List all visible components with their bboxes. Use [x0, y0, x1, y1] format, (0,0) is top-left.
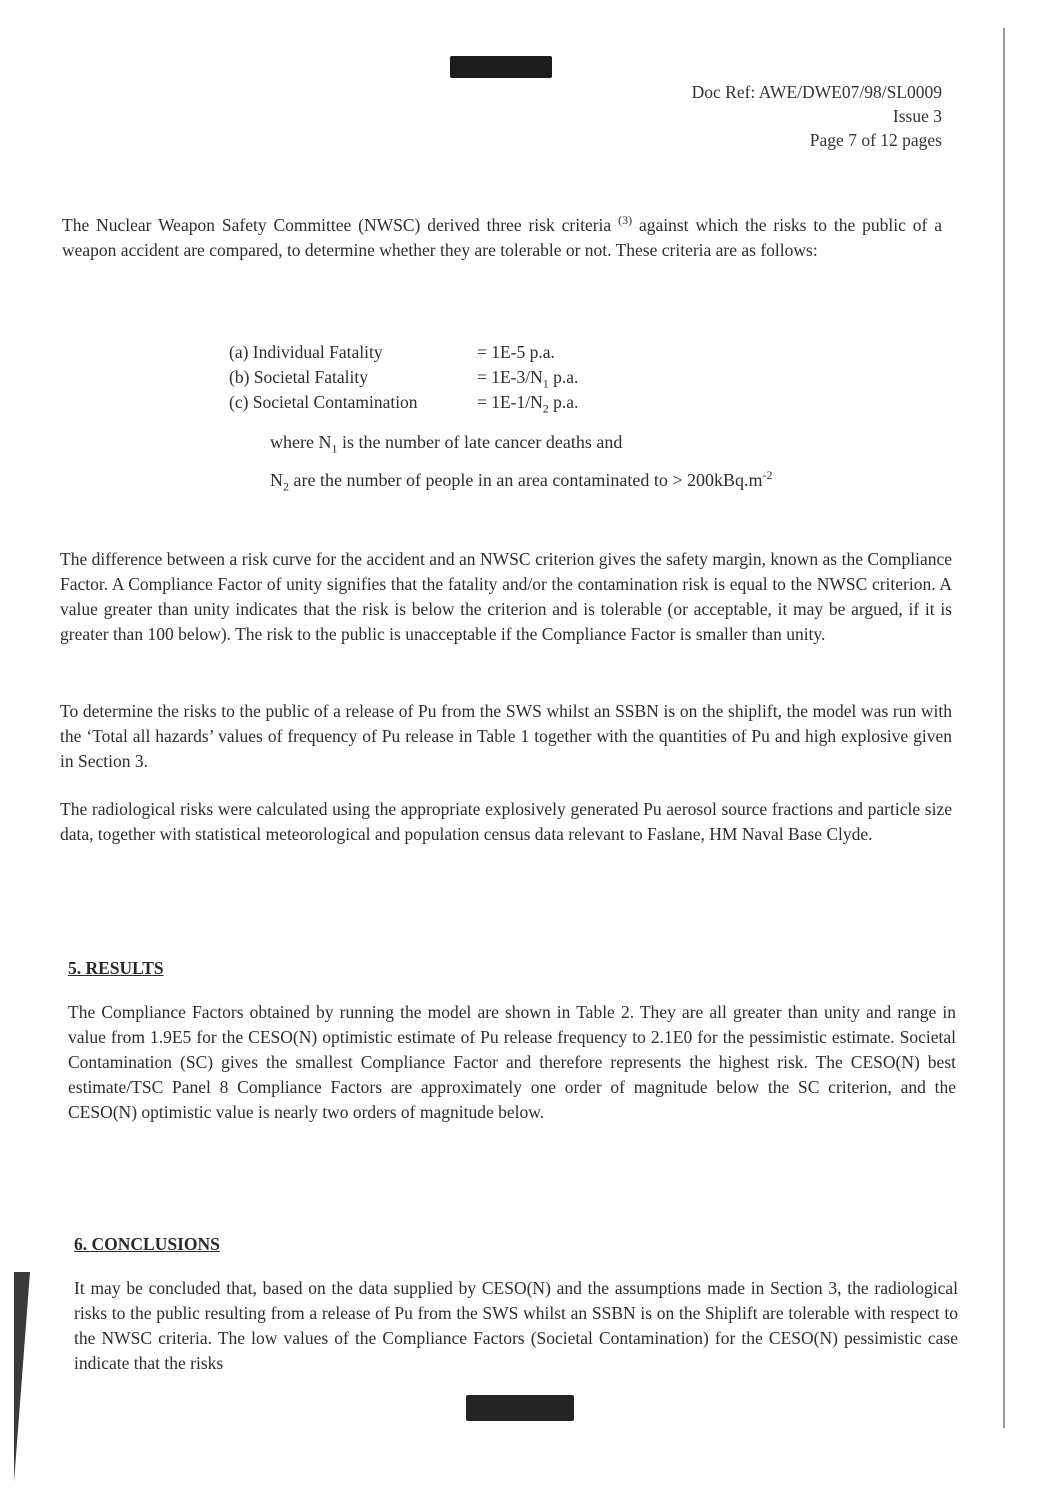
value-text: = 1E-1/N: [477, 392, 543, 412]
criterion-c: [229, 392, 789, 417]
intro-text-cont: against which the risks to the public of a weapon accident are compared, to determine whether they are tolerable or not. These criteria are as follows:: [62, 214, 942, 260]
page-number: Page 7 of 12 pages: [809, 130, 942, 150]
risk-criteria-list: [229, 342, 789, 417]
value-text: p.a.: [548, 367, 579, 387]
conclusions-heading: 6. CONCLUSIONS: [74, 1234, 220, 1254]
note-text: are the number of people in an area contaminated to > 200kBq.m: [289, 470, 763, 490]
reference-superscript: (3): [618, 213, 633, 227]
document-header: [692, 80, 942, 152]
value-text: p.a.: [548, 392, 579, 412]
intro-text: The Nuclear Weapon Safety Committee (NWSC) derived three risk criteria: [62, 214, 619, 235]
results-heading: 5. RESULTS: [68, 958, 164, 978]
subscript: 2: [283, 479, 289, 494]
criterion-value: [477, 392, 578, 417]
criteria-note-1: [270, 432, 622, 457]
subscript: 1: [542, 376, 549, 391]
criterion-label: (c) Societal Contamination: [229, 392, 418, 412]
criterion-value: [477, 367, 578, 392]
redaction-mark-top: [450, 56, 552, 78]
subscript: 2: [542, 401, 549, 416]
results-paragraph: The Compliance Factors obtained by running the model are shown in Table 2. They are all greater than unity and range in value from 1.9E5 for the CESO(N) optimistic estimate of Pu release frequency to 2.1E0 for the pessimistic estimate. Societal Contamination (SC) gives the smallest Compliance Factor and therefore represents the highest risk. The CESO(N) best estimate/TSC Panel 8 Compliance Factors are approximately one order of magnitude below the SC criterion, and the CESO(N) optimistic value is nearly two orders of magnitude below.: [68, 1002, 956, 1122]
issue-number: Issue 3: [892, 106, 942, 126]
criterion-b: [229, 367, 789, 392]
page-edge-rule: [1003, 28, 1005, 1428]
note-text: where N: [270, 432, 332, 452]
compliance-factor-paragraph: The difference between a risk curve for the accident and an NWSC criterion gives the safety margin, known as the Compliance Factor. A Compliance Factor of unity signifies that the fatality and/or the contamination risk is equal to the NWSC criterion. A value greater than unity indicates that the risk is below the criterion and is tolerable (or acceptable, it may be argued, if it is greater than 100 below). The risk to the public is unacceptable if the Compliance Factor is smaller than unity.: [60, 549, 952, 644]
criterion-label: (b) Societal Fatality: [229, 367, 368, 387]
subscript: 1: [331, 441, 338, 456]
note-text: N: [270, 470, 283, 490]
superscript: -2: [762, 468, 773, 482]
determine-risks-paragraph: To determine the risks to the public of a release of Pu from the SWS whilst an SSBN is on the shiplift, the model was run with the ‘Total all hazards’ values of frequency of Pu release in Table 1 together with the quantities of Pu and high explosive given in Section 3.: [60, 701, 952, 771]
criterion-value: = 1E-5 p.a.: [477, 342, 555, 362]
scan-shadow: [14, 1272, 30, 1482]
criteria-note-2: [270, 468, 773, 495]
redaction-mark-bottom: [466, 1395, 574, 1421]
doc-ref: Doc Ref: AWE/DWE07/98/SL0009: [691, 82, 942, 102]
radiological-risks-paragraph: The radiological risks were calculated using the appropriate explosively generated Pu aerosol source fractions and particle size data, together with statistical meteorological and population census data relevant to Faslane, HM Naval Base Clyde.: [60, 799, 952, 844]
note-text: is the number of late cancer deaths and: [337, 432, 623, 452]
intro-paragraph: [62, 208, 942, 263]
criterion-a: [229, 342, 789, 367]
conclusions-paragraph: It may be concluded that, based on the data supplied by CESO(N) and the assumptions made in Section 3, the radiological risks to the public resulting from a release of Pu from the SWS whilst an SSBN is on the Shiplift are tolerable with respect to the NWSC criteria. The low values of the Compliance Factors (Societal Contamination) for the CESO(N) pessimistic case indicate that the risks: [74, 1278, 958, 1373]
criterion-label: (a) Individual Fatality: [229, 342, 383, 362]
value-text: = 1E-3/N: [477, 367, 543, 387]
